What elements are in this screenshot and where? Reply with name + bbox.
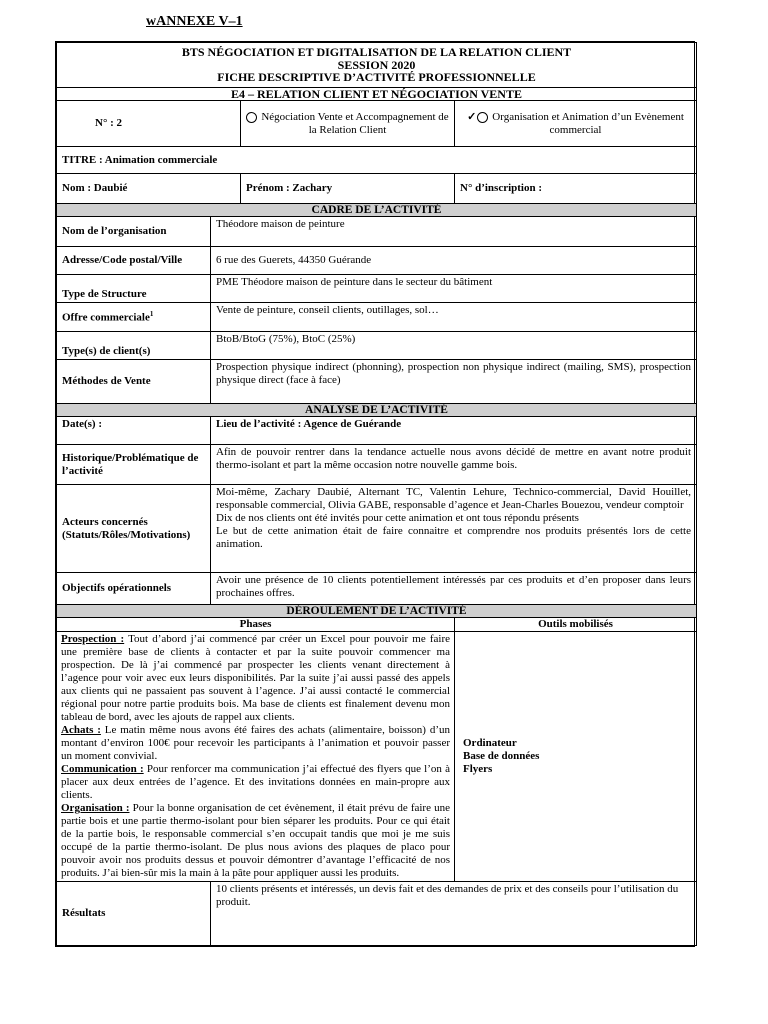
dates-label: Date(s) : [57, 417, 211, 445]
tool-item: Flyers [463, 763, 493, 776]
offer-label-text: Offre commerciale [62, 311, 150, 324]
phase-organisation-text: Pour la bonne organisation de cet évènement, il était prévu de faire une partie bois et une partie thermo-isolant pour bien séparer les produits. Pour ce qui était de la partie bois, le responsable commercial s’en occupait tandis que moi je me suis occupé de la partie thermo-isolant. De plus nous avions des plaques de placo pour pouvoir avoir nos produits dessus et pouvoir démontrer d’avantage l’efficacité de nos produits. J’ai bien-sûr mis la main à la pâte pour appliquer aussi les produits. [61, 801, 450, 879]
phases-header: Phases [57, 618, 455, 632]
header-line-3: FICHE DESCRIPTIVE D’ACTIVITÉ PROFESSIONNELLE [217, 70, 536, 85]
sheet-table [56, 42, 697, 946]
methods-value: Prospection physique indirect (phonning), prospection non physique indirect (mailing, SMS), prospection physique direct (face à face) [211, 360, 697, 404]
offer-label [57, 303, 211, 332]
phase-prospection-title: Prospection : [61, 633, 125, 646]
phase-achats [61, 724, 450, 763]
last-name: Nom : Daubié [57, 174, 241, 204]
objectives-value: Avoir une présence de 10 clients potentiellement intéressés par ces produits et d’en proposer dans leurs prochaines offres. [211, 573, 697, 605]
phase-prospection-text: Tout d’abord j’ai commencé par créer un Excel pour pouvoir me faire une première base de clients à contacter et par la suite pouvoir commencer ma prospection. De là j’ai commencé par prospecter les clients venant directement à l’agence pour voir avec eux leurs disponibilités. Par la suite j’ai aussi passé des appels aux clients qui ne passaient pas souvent à l’agence. J’ai aussi contacté le commercial régional pour notre partie produits bois. Ma base de clients est finalement devenu mon tableau de bord, avec les ajouts de rappel aux clients. [61, 633, 450, 724]
first-name: Prénom : Zachary [241, 174, 455, 204]
actors-label: Acteurs concernés (Statuts/Rôles/Motivations) [57, 485, 211, 573]
checkmark-icon: ✓ [467, 110, 477, 123]
phase-communication [61, 763, 450, 802]
results-value: 10 clients présents et intéressés, un devis fait et des demandes de prix et des conseils pour l’utilisation du produit. [211, 881, 697, 945]
history-value: Afin de pouvoir rentrer dans la tendance actuelle nous avons décidé de mettre en avant notre produit thermo-isolant et part la même occasion notre nouvelle gamme bois. [211, 445, 697, 485]
header-line-1: BTS NÉGOCIATION ET DIGITALISATION DE LA RELATION CLIENT [181, 45, 572, 59]
section-analyse-title: ANALYSE DE L’ACTIVITÉ [57, 404, 697, 417]
sheet-number: N° : 2 [57, 101, 241, 147]
offer-value: Vente de peinture, conseil clients, outillages, sol… [211, 303, 697, 332]
registration-number: N° d’inscription : [455, 174, 697, 204]
phase-communication-text: Pour renforcer ma communication j’ai effectué des flyers que l’on à placer aux deux entrées de l’agence. Et des invitations données en main-propre aux clients. [61, 763, 450, 801]
phase-organisation [61, 802, 450, 880]
circle-icon [477, 112, 488, 123]
results-label: Résultats [57, 881, 211, 945]
phases-content [57, 632, 455, 881]
actors-list: Moi-même, Zachary Daubié, Alternant TC, Valentin Lehure, Technico-commercial, David Houillet, responsable commercial, Olivia GABE, responsable d’agence et Jean-Charles Bouezou, vendeur comptoir [216, 486, 692, 512]
actors-goal: Le but de cette animation était de faire connaitre et comprendre nos produits présentés lors de cette animation. [216, 525, 692, 551]
activity-sheet [55, 41, 695, 947]
history-label: Historique/Problématique de l’activité [57, 445, 211, 485]
annex-title: wANNEXE V–1 [146, 14, 243, 29]
client-types-label: Type(s) de client(s) [57, 332, 211, 360]
option-1 [241, 101, 455, 147]
activity-title: TITRE : Animation commerciale [57, 147, 697, 174]
header-line-2: SESSION 2020 [337, 57, 416, 72]
option-1-label: Négociation Vente et Accompagnement de la Relation Client [261, 110, 449, 136]
section-cadre-title: CADRE DE L’ACTIVITÉ [57, 204, 697, 217]
footnote-marker: 1 [149, 310, 154, 319]
methods-label: Méthodes de Vente [57, 360, 211, 404]
org-label: Nom de l’organisation [57, 217, 211, 247]
address-value: 6 rue des Guerets, 44350 Guérande [211, 247, 697, 275]
tool-item: Ordinateur [463, 737, 517, 750]
phase-prospection [61, 633, 450, 724]
option-2 [455, 101, 697, 147]
objectives-label: Objectifs opérationnels [57, 573, 211, 605]
section-deroulement-title: DÉROULEMENT DE L’ACTIVITÉ [57, 605, 697, 618]
circle-icon [246, 112, 257, 123]
option-2-label: Organisation et Animation d’un Evènement commercial [492, 110, 684, 136]
phase-organisation-title: Organisation : [61, 801, 130, 814]
location: Lieu de l’activité : Agence de Guérande [211, 417, 697, 445]
tools-header: Outils mobilisés [455, 618, 697, 632]
structure-label: Type de Structure [57, 275, 211, 303]
phase-communication-title: Communication : [61, 763, 144, 776]
actors-clients: Dix de nos clients ont été invités pour cette animation et ont tous répondu présents [216, 512, 579, 525]
client-types-value: BtoB/BtoG (75%), BtoC (25%) [211, 332, 697, 360]
tool-item: Base de données [463, 750, 540, 763]
address-label: Adresse/Code postal/Ville [57, 247, 211, 275]
structure-value: PME Théodore maison de peinture dans le secteur du bâtiment [211, 275, 697, 303]
phase-achats-title: Achats : [61, 724, 101, 737]
tools-list [455, 632, 697, 881]
sheet-header [57, 43, 697, 88]
phase-achats-text: Le matin même nous avons été faires des achats (alimentaire, boisson) d’un montant d’environ 100€ pour recevoir les participants à l’animation et pouvoir passer un moment convivial. [61, 724, 450, 763]
org-value: Théodore maison de peinture [211, 217, 697, 247]
header-line-4: E4 – RELATION CLIENT ET NÉGOCIATION VENTE [57, 87, 697, 101]
actors-value [211, 485, 697, 573]
